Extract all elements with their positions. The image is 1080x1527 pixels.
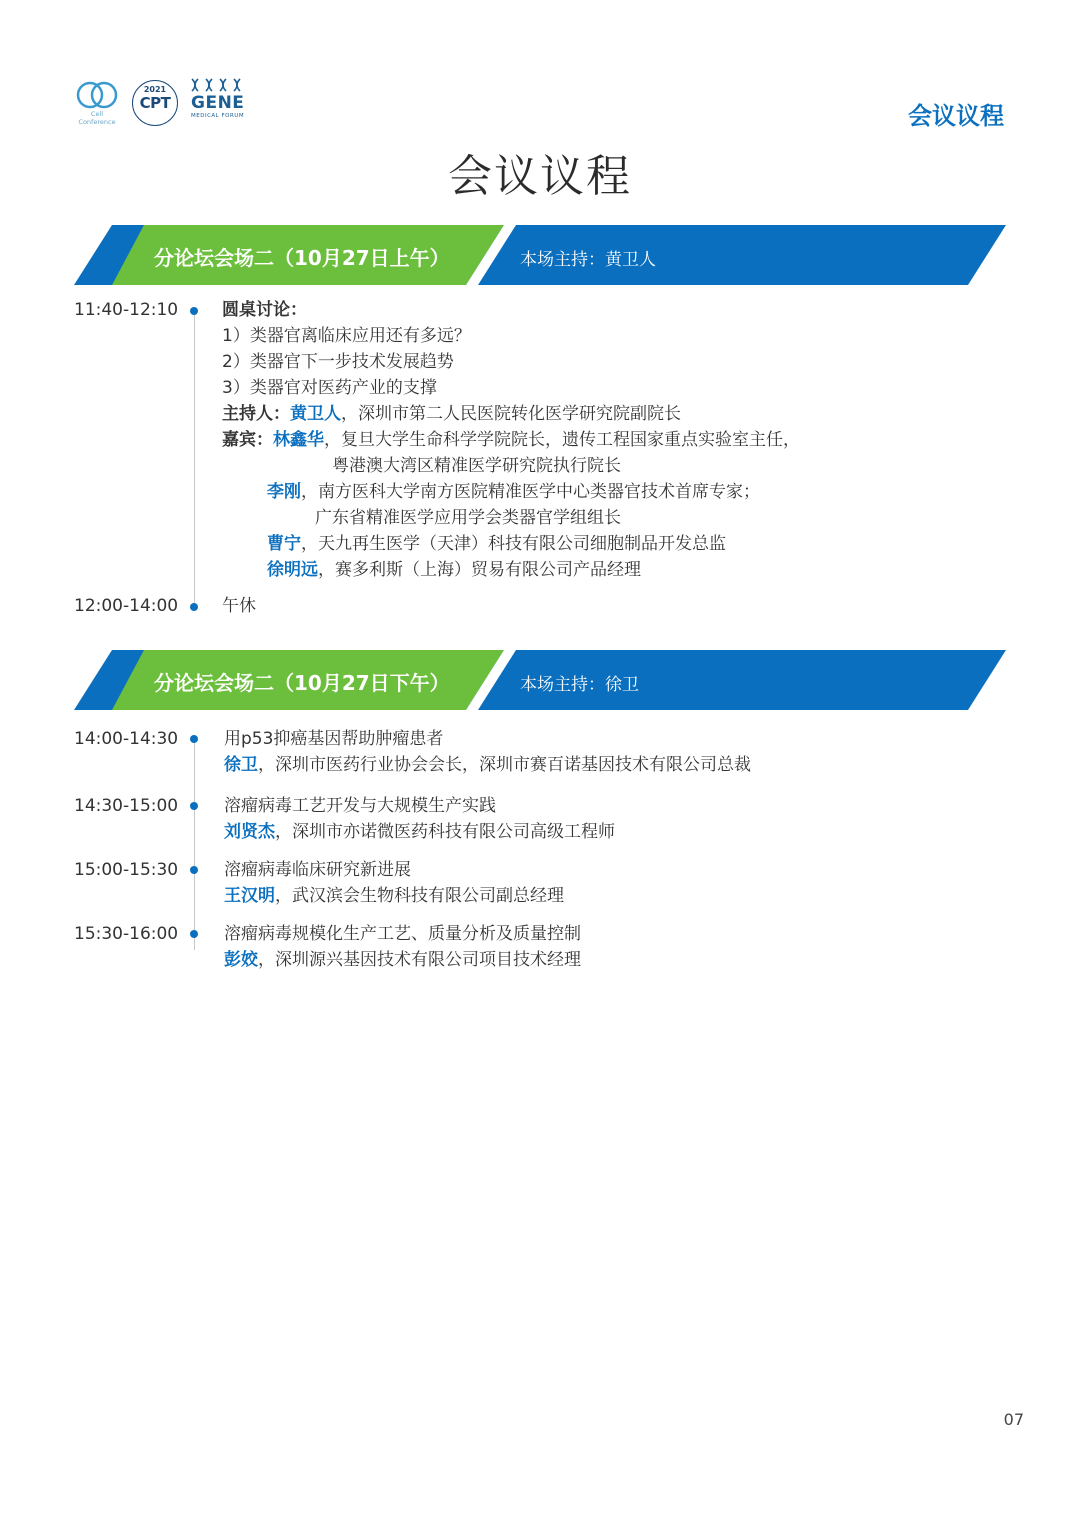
agenda-item [222,297,800,583]
speaker-affiliation: ，武汉滨会生物科技有限公司副总经理 [275,886,564,906]
speaker-name: 徐明远 [267,560,318,580]
cpt-logo [132,80,178,126]
time-slot: 12:00-14:00 [74,596,179,616]
session-title: 分论坛会场二（10月27日下午） [154,671,450,695]
double-ring-icon [76,80,118,112]
speaker-name: 林鑫华 [273,430,324,450]
page-number: 07 [1003,1410,1024,1429]
logo-name: CPT [139,94,171,112]
timeline-line [194,310,195,610]
logo-gene-subtitle: MEDICAL FORUM [191,113,245,119]
item-line: 广东省精准医学应用学会类器官学组组长 [315,508,621,528]
time-slot: 15:30-16:00 [74,924,179,944]
session-host: 本场主持：黄卫人 [520,250,656,270]
speaker-affiliation: ，深圳源兴基因技术有限公司项目技术经理 [258,950,581,970]
time-slot: 14:00-14:30 [74,729,179,749]
speaker-affiliation: ，赛多利斯（上海）贸易有限公司产品经理 [318,560,641,580]
session-banner [74,225,1006,285]
speaker-name: 彭姣 [224,950,258,970]
item-line: 用p53抑癌基因帮助肿瘤患者 [224,729,444,749]
item-line: 2）类器官下一步技术发展趋势 [222,352,454,372]
speaker-name: 黄卫人 [290,404,341,424]
speaker-affiliation: ，深圳市第二人民医院转化医学研究院副院长 [341,404,681,424]
speaker-affiliation: ，天九再生医学（天津）科技有限公司细胞制品开发总监 [301,534,726,554]
session-title: 分论坛会场二（10月27日上午） [154,246,450,270]
timeline-line [194,738,195,950]
item-line [224,947,581,973]
speaker-name: 曹宁 [267,534,301,554]
timeline-dot [190,930,198,938]
time-slot: 11:40-12:10 [74,300,179,320]
item-line: 1）类器官离临床应用还有多远？ [222,326,471,346]
item-line [224,752,751,778]
cell-conference-logo [76,80,118,126]
item-line [222,557,800,583]
item-line [224,883,564,909]
dna-helix-icon [190,78,246,92]
agenda-item [224,726,751,778]
item-line [222,297,800,323]
agenda-item [224,793,615,845]
session-banner [74,650,1006,710]
section-tag: 会议议程 [908,102,1004,130]
item-line: 午休 [222,596,256,616]
line-label: 主持人： [222,404,290,424]
speaker-affiliation: ，复旦大学生命科学学院院长，遗传工程国家重点实验室主任， [324,430,800,450]
item-line: 溶瘤病毒规模化生产工艺、质量分析及质量控制 [224,924,581,944]
agenda-item [222,593,256,619]
page-title: 会议议程 [448,151,632,202]
speaker-affiliation: ，深圳市亦诺微医药科技有限公司高级工程师 [275,822,615,842]
item-line: 溶瘤病毒临床研究新进展 [224,860,411,880]
speaker-name: 刘贤杰 [224,822,275,842]
item-line [222,401,800,427]
line-label: 圆桌讨论： [222,300,307,320]
time-slot: 14:30-15:00 [74,796,179,816]
line-label: 嘉宾： [222,430,273,450]
item-line [222,531,800,557]
speaker-name: 徐卫 [224,755,258,775]
item-line: 溶瘤病毒工艺开发与大规模生产实践 [224,796,496,816]
item-line: 粤港澳大湾区精准医学研究院执行院长 [332,456,621,476]
speaker-affiliation: ，南方医科大学南方医院精准医学中心类器官技术首席专家； [301,482,760,502]
speaker-affiliation: ，深圳市医药行业协会会长，深圳市赛百诺基因技术有限公司总裁 [258,755,751,775]
item-line: 3）类器官对医药产业的支撑 [222,378,437,398]
session-host: 本场主持：徐卫 [520,675,639,695]
logo-gene-text: GENE [191,93,245,113]
speaker-name: 李刚 [267,482,301,502]
timeline-dot [190,735,198,743]
item-line [222,427,800,453]
agenda-item [224,921,581,973]
item-line [222,479,800,505]
timeline-dot [190,802,198,810]
timeline-dot [190,603,198,611]
logo-caption: Cell Conference [78,110,116,126]
timeline-dot [190,866,198,874]
agenda-item [224,857,564,909]
item-line [224,819,615,845]
gene-forum-logo [190,78,250,124]
logo-year: 2021 [143,85,167,94]
time-slot: 15:00-15:30 [74,860,179,880]
timeline-dot [190,307,198,315]
speaker-name: 王汉明 [224,886,275,906]
